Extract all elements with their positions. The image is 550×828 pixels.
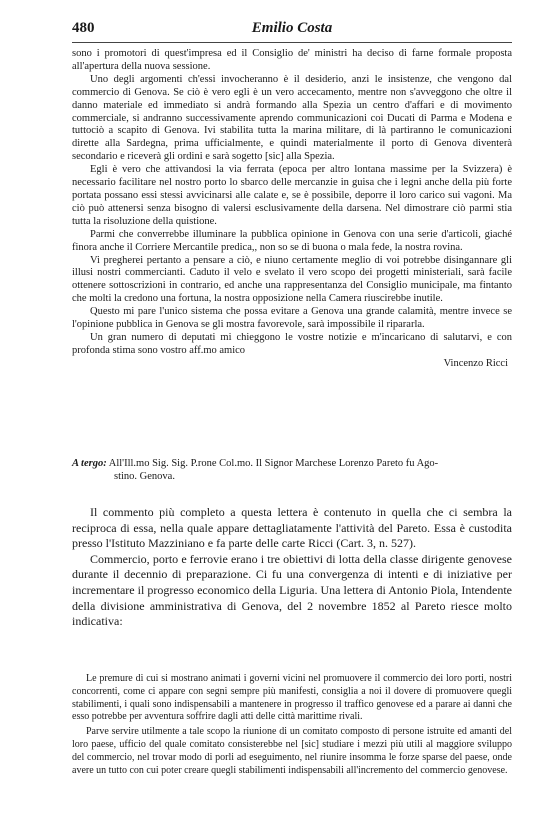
letter-paragraph: sono i promotori di quest'impresa ed il Consiglio de' ministri ha deciso di farne formale proposta all'apertura della nuova sessione. — [72, 48, 512, 72]
letter-body — [72, 48, 512, 371]
commentary-paragraph: Commercio, porto e ferrovie erano i tre obiettivi di lotta della classe dirigente genovese durante il decennio di preparazione. Ci fu una convergenza di intenti e di iniziative per incrementare il progresso economico della Liguria. Una lettera di Antonio Piola, Intendente della divisione amministrativa di Genova, del 2 novembre 1852 al Pareto riesce molto indicativa: — [72, 551, 512, 629]
block-quote — [72, 673, 512, 777]
address-note — [72, 458, 512, 484]
letter-paragraph: Questo mi pare l'unico sistema che possa evitare a Genova una grande calamità, mentre invece se l'opinione pubblica in Genova se gli mostra favorevole, sarà impossibile il ripararla. — [72, 306, 512, 331]
letter-paragraph: Egli è vero che attivandosi la via ferrata (epoca per altro lontana massime per la Svizzera) è necessario facilitare nel nostro porto lo sbarco delle mercanzie in guisa che i legni anche della più forte portata possano essi stessi avvicinarsi alle calate e, se è possibile, deporre il loro carico sui vagoni. Ma ciò può attenersi senza bisogno di valersi esclusivamente della darsena. Nel dimostrare ciò parmi stia tutta la risoluzione della quistione. — [72, 164, 512, 227]
address-note-line2: stino. Genova. — [114, 470, 175, 482]
letter-signature: Vincenzo Ricci — [443, 357, 508, 369]
address-note-line1: All'Ill.mo Sig. Sig. P.rone Col.mo. Il Signor Marchese Lorenzo Pareto fu Ago- — [108, 458, 439, 469]
running-head: Emilio Costa — [251, 20, 333, 36]
address-note-label: A tergo: — [72, 458, 107, 469]
commentary-paragraph: Il commento più completo a questa lettera è contenuto in quella che ci sembra la reciproca di essa, nella quale appare dettagliatamente l'attività del Pareto. Essa è custodita presso l'Istituto Mazziniano e fa parte delle carte Ricci (Cart. 3, n. 527). — [72, 505, 512, 551]
commentary-body — [72, 505, 512, 630]
letter-paragraph: Uno degli argomenti ch'essi invocheranno è il desiderio, anzi le insistenze, che vengono dal commercio di Genova. Se ciò è vero egli è un vero accecamento, mentre non s'avveggono che oltre il danno materiale ed immediato si andrà formando alla Spezia un centro d'affari e di movimento commerciale, si andranno successivamente aprendo communicazioni coi Ducati di Parma e Modena e tuttociò a scapito di Genova. Ivi stabilita tutta la marina militare, di là partiranno le comunicazioni dirette alla Sardegna, prima ufficialmente, e quindi materialmente il porto di Genova diventerà secondario e riceverà gli ordini e sarà sogetto [sic] alla Spezia. — [72, 73, 512, 163]
quote-paragraph: Parve servire utilmente a tale scopo la riunione di un comitato composto di persone istruite ed amanti del loro paese, ufficio del quale comitato consisterebbe nel [sic] studiare i mezzi più utili al maggiore sviluppo del commercio, nel trovar modo di porli ad eseguimento, nel riunire insomma le forze sparse del paese, onde avere un tutto con cui poter creare quegli stabilimenti indispensabili all'incremento del commercio genovese. — [72, 726, 512, 776]
letter-paragraph: Parmi che converrebbe illuminare la pubblica opinione in Genova con una serie d'articoli, giaché finora anche il Corriere Mercantile predica,, non so se di buona o mala fede, la nostra rovina. — [72, 228, 512, 253]
header-rule — [72, 42, 512, 43]
page-header — [72, 20, 512, 42]
letter-paragraph: Un gran numero di deputati mi chieggono le vostre notizie e m'incaricano di salutarvi, e con profonda stima sono vostro aff.mo amico — [72, 331, 512, 356]
letter-paragraph: Vi pregherei pertanto a pensare a ciò, e niuno certamente meglio di voi potrebbe disingannare gli illusi nostri commercianti. Caduto il velo e svelato il vero scopo dei progetti ministeriali, sarà facile ottenere sottoscrizioni in contrario, ed anche una rappresentanza del Consiglio municipale, ma fintanto che molti la credono una fortuna, la nostra opposizione nella Camera riuscirebbe inutile. — [72, 254, 512, 305]
page-number: 480 — [72, 20, 95, 36]
quote-paragraph: Le premure di cui si mostrano animati i governi vicini nel promuovere il commercio dei loro porti, nostri concorrenti, come ci appare con segni sempre più manifesti, consiglia a noi il dovere di promuovere quegli stabilimenti, i quali sono indispensabili a mantenere in progresso il traffico genovese ed a parare ai danni che esso potrebbe per avventura soffrire dagli atti delle città marittime rivali. — [72, 673, 512, 723]
